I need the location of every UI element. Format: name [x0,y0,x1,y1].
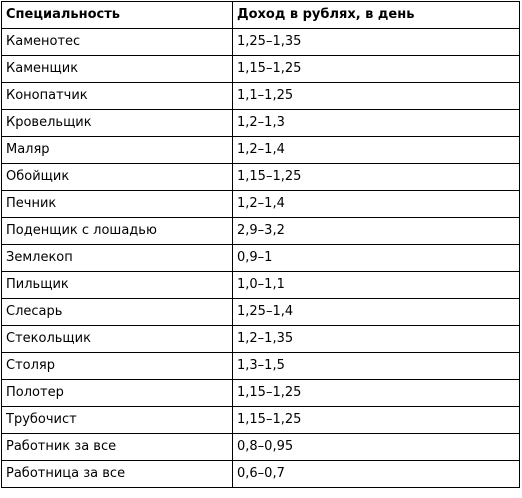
table-row [2,380,520,407]
specialty-cell: Стекольщик [2,326,233,353]
specialty-cell: Маляр [2,137,233,164]
income-cell: 1,0–1,1 [233,272,520,299]
table-row [2,461,520,488]
specialty-cell: Трубочист [2,407,233,434]
table-row [2,110,520,137]
income-cell: 1,3–1,5 [233,353,520,380]
income-cell: 1,25–1,4 [233,299,520,326]
table-row [2,326,520,353]
specialty-cell: Столяр [2,353,233,380]
table-row [2,164,520,191]
table-row [2,299,520,326]
income-cell: 1,2–1,4 [233,191,520,218]
specialty-cell: Землекоп [2,245,233,272]
specialty-cell: Пильщик [2,272,233,299]
income-cell: 2,9–3,2 [233,218,520,245]
table-row [2,407,520,434]
income-cell: 0,9–1 [233,245,520,272]
income-cell: 1,2–1,4 [233,137,520,164]
table-row [2,137,520,164]
specialty-cell: Конопатчик [2,83,233,110]
specialty-cell: Работница за все [2,461,233,488]
income-cell: 1,2–1,3 [233,110,520,137]
table-row [2,272,520,299]
column-header-income: Доход в рублях, в день [233,2,520,29]
table-row [2,245,520,272]
table-body [2,29,520,488]
income-cell: 1,25–1,35 [233,29,520,56]
column-header-specialty: Специальность [2,2,233,29]
specialty-cell: Обойщик [2,164,233,191]
table-row [2,434,520,461]
income-cell: 1,2–1,35 [233,326,520,353]
table-row [2,56,520,83]
income-cell: 1,1–1,25 [233,83,520,110]
specialty-cell: Работник за все [2,434,233,461]
specialty-cell: Кровельщик [2,110,233,137]
income-cell: 1,15–1,25 [233,56,520,83]
income-cell: 1,15–1,25 [233,380,520,407]
specialty-cell: Полотер [2,380,233,407]
specialty-cell: Каменщик [2,56,233,83]
income-cell: 1,15–1,25 [233,407,520,434]
table-row [2,29,520,56]
specialty-cell: Слесарь [2,299,233,326]
table-row [2,191,520,218]
income-table [1,1,520,488]
specialty-cell: Печник [2,191,233,218]
table-row [2,353,520,380]
income-cell: 1,15–1,25 [233,164,520,191]
income-cell: 0,8–0,95 [233,434,520,461]
specialty-cell: Каменотес [2,29,233,56]
income-cell: 0,6–0,7 [233,461,520,488]
table-row [2,83,520,110]
table-header-row [2,2,520,29]
specialty-cell: Поденщик с лошадью [2,218,233,245]
table-row [2,218,520,245]
